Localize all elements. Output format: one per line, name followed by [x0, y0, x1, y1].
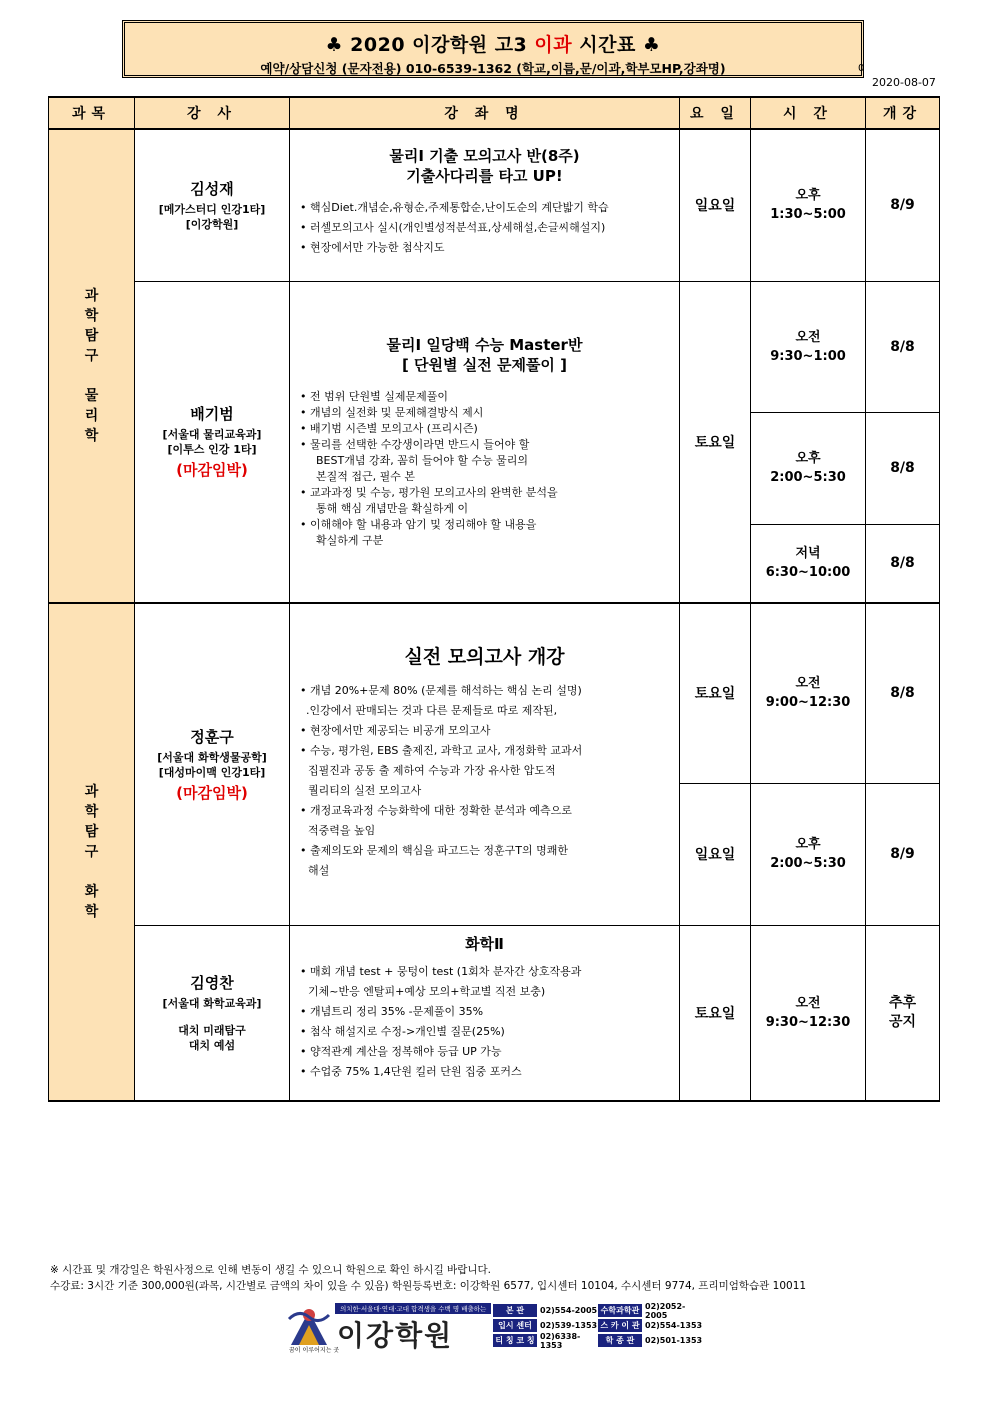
course-bullets: • 매회 개념 test + 뭉텅이 test (1회차 분자간 상호작용과 기체~반응 엔탈피+예상 모의+학교별 직전 보충) • 개념트리 정리 35% -문제풀이 35% • 첨삭 해설지로 수정->개인별 질문(25%) • 양적관계 계산을 정복해야 등급 UP 가능 • 수업중 75% 1,4단원 킬러 단원 집중 포커스 [300, 964, 582, 1078]
header-box [122, 20, 864, 78]
time-cell: 오후 2:00~5:30 [751, 783, 866, 925]
stray-mark: 0 [858, 63, 865, 74]
open-date: 8/8 [866, 412, 940, 524]
table-row [49, 281, 940, 412]
day-cell: 토요일 [680, 281, 751, 603]
academy-emblem-icon [285, 1305, 333, 1349]
schedule-table [48, 96, 940, 1102]
issue-date: 2020-08-07 [872, 76, 936, 89]
academy-logo [285, 1303, 715, 1353]
course-title: 실전 모의고사 개강 [404, 646, 565, 669]
table-row [49, 129, 940, 281]
teacher-name: 김성재 [190, 180, 234, 199]
teacher-cell [135, 603, 290, 925]
open-date: 8/9 [866, 783, 940, 925]
open-date: 추후 공지 [866, 925, 940, 1101]
teacher-affil: [이투스 인강 1타] [167, 443, 257, 457]
course-title: [ 단원별 실전 문제풀이 ] [401, 355, 567, 374]
teacher-cell [135, 129, 290, 281]
col-header: 요 일 [680, 97, 751, 129]
teacher-affil: [서울대 화학생물공학] [157, 750, 267, 764]
col-header: 개강 [866, 97, 940, 129]
course-bullets: • 개념 20%+문제 80% (문제를 해석하는 핵심 논리 설명) .인강에서 판매되는 것과 다른 문제들로 따로 제작된, • 현장에서만 제공되는 비공개 모의고사 • 수능, 평가원, EBS 출제진, 과학고 교사, 개정화학 교과서 집필진과 공동 출 제하여 수능과 가장 유사한 압도적 퀄리티의 실전 모의고사 • 개정교육과정 수능화학에 대한 정확한 분석과 예측으로 적중력을 높임 • 출제의도와 문제의 핵심을 파고드는 정훈구T의 명쾌한 해설 [300, 684, 583, 878]
logo-sub: 꿈이 이루어지는 곳 [289, 1347, 340, 1354]
course-bullets: • 핵심Diet.개념순,유형순,주제통합순,난이도순의 계단밟기 학습 • 러셀모의고사 실시(개인별성적분석표,상세해설,손글씨해설지) • 현장에서만 가능한 첨삭지도 [300, 201, 609, 254]
teacher-name: 배기범 [190, 405, 234, 424]
teacher-name: 정훈구 [190, 727, 234, 746]
teacher-affil: 대치 미래탐구 [178, 1024, 246, 1038]
day-cell: 토요일 [680, 603, 751, 783]
table-row [49, 925, 940, 1101]
subject-chemistry: 과 학 탐 구 화 학 [49, 603, 135, 1101]
time-cell: 오전 9:00~12:30 [751, 603, 866, 783]
contact-row: 입시 센터 02)539-1353 스 카 이 관 02)554-1353 [493, 1318, 703, 1333]
fee-text: 수강료: 3시간 기준 300,000원(과목, 시간별로 금액의 차이 있을 수 있음) 학원등록번호: 이강학원 6577, 입시센터 10104, 수시센터 9774, 프리미엄학습관 10011 [50, 1280, 807, 1292]
col-header: 강 사 [135, 97, 290, 129]
teacher-affil: [이강학원] [185, 218, 239, 232]
course-cell [290, 281, 680, 603]
open-date: 8/8 [866, 281, 940, 412]
deadline-badge: (마감임박) [176, 783, 248, 802]
logo-name: 이강학원 [337, 1319, 454, 1352]
time-cell: 오전 9:30~1:00 [751, 281, 866, 412]
header-row [49, 97, 940, 129]
course-title: 기출사다리를 타고 UP! [406, 167, 563, 185]
course-title: 화학Ⅱ [465, 934, 504, 953]
day-cell: 일요일 [680, 783, 751, 925]
notice-text: ※ 시간표 및 개강일은 학원사정으로 인해 변동이 생길 수 있으니 학원으로 확인 하시길 바랍니다. [50, 1264, 491, 1276]
teacher-affil: [서울대 화학교육과] [162, 997, 262, 1011]
course-title: 물리Ⅰ 기출 모의고사 반(8주) [389, 147, 580, 165]
subject-physics: 과 학 탐 구 물 리 학 [49, 129, 135, 603]
open-date: 8/8 [866, 524, 940, 603]
course-cell [290, 925, 680, 1101]
branch-contacts [493, 1303, 703, 1348]
teacher-affil: [대성마이맥 인강1타] [158, 765, 266, 779]
time-cell: 오후 1:30~5:00 [751, 129, 866, 281]
deadline-badge: (마감임박) [176, 461, 248, 480]
time-cell: 오후 2:00~5:30 [751, 412, 866, 524]
teacher-cell [135, 281, 290, 603]
teacher-cell [135, 925, 290, 1101]
day-cell: 토요일 [680, 925, 751, 1101]
course-cell [290, 129, 680, 281]
teacher-affil: 대치 예섬 [188, 1039, 236, 1053]
teacher-affil: [서울대 물리교육과] [162, 428, 262, 442]
time-cell: 저녁 6:30~10:00 [751, 524, 866, 603]
open-date: 8/8 [866, 603, 940, 783]
teacher-affil [135, 1011, 289, 1023]
course-bullets: • 전 범위 단원별 실제문제풀이 • 개념의 실전화 및 문제해결방식 제시 • 배기범 시즌별 모의고사 (프리시즌) • 물리를 선택한 수강생이라면 반드시 들어야 할 BEST개념 강좌, 꼼히 들어야 할 수능 물리의 본질적 접근, 필수 본 • 교과과정 및 수능, 평가원 모의고사의 완벽한 분석을 통해 핵심 개념만을 확실하게 이 • 이해해야 할 내용과 암기 및 정리해야 할 내용을 확실하게 구분 [300, 389, 558, 547]
teacher-affil: [메가스터디 인강1타] [158, 203, 266, 217]
contact-row: 티 칭 코 칭 02)6338-1353 학 종 관 02)501-1353 [493, 1333, 703, 1348]
logo-tagline: 의치한·서울대·연대·고대 합격생을 수백 명 배출하는 [335, 1303, 491, 1314]
page-title: ♣ 2020 이강학원 고3 이과 시간표 ♣ [325, 34, 661, 56]
course-title: 물리Ⅰ 일당백 수능 Master반 [386, 335, 583, 354]
teacher-name: 김영찬 [190, 974, 234, 993]
time-cell: 오전 9:30~12:30 [751, 925, 866, 1101]
contact-row: 본 관 02)554-2005 수학과학관 02)2052-2005 [493, 1303, 703, 1318]
col-header: 시 간 [751, 97, 866, 129]
col-header: 강 좌 명 [290, 97, 680, 129]
course-cell [290, 603, 680, 925]
contact-subtitle: 예약/상담신청 (문자전용) 010-6539-1362 (학교,이름,문/이과,학부모HP,강좌명) [260, 61, 726, 76]
day-cell: 일요일 [680, 129, 751, 281]
col-header: 과목 [49, 97, 135, 129]
open-date: 8/9 [866, 129, 940, 281]
table-row [49, 603, 940, 783]
